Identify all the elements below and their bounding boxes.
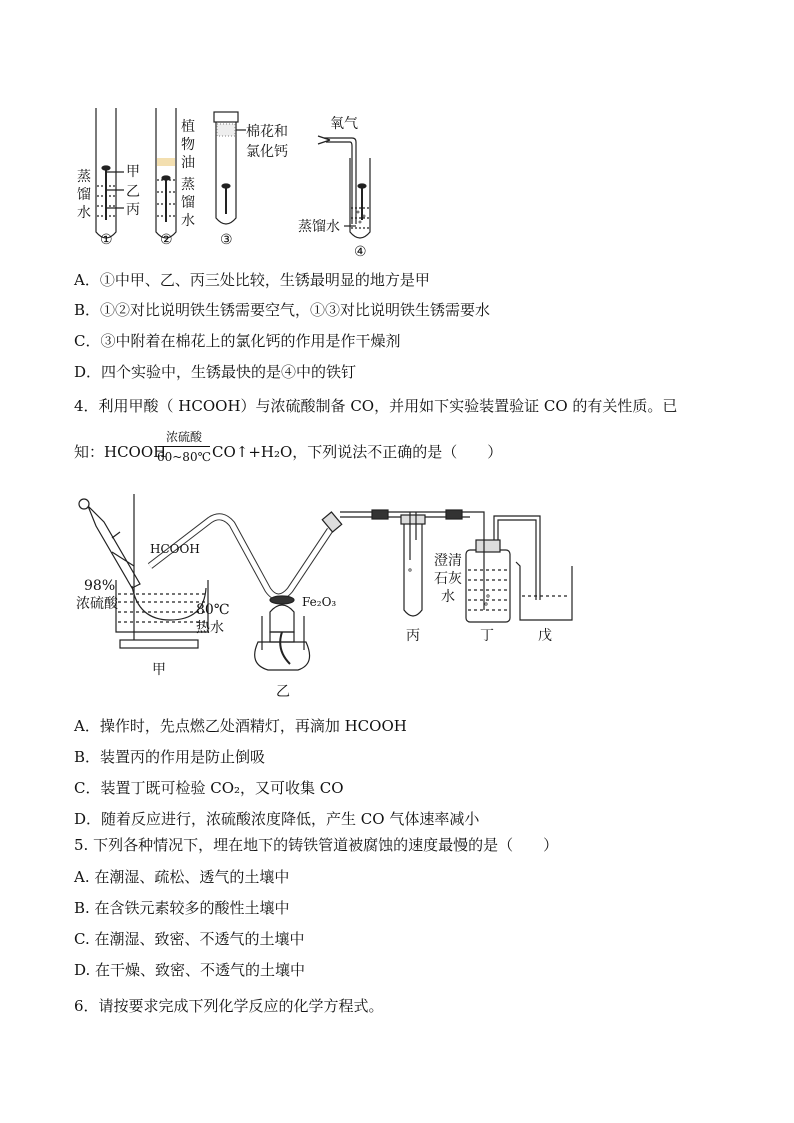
label-temperature: 80℃ xyxy=(196,602,230,618)
label-jia: 甲 xyxy=(126,164,140,180)
label-apparatus-bing: 丙 xyxy=(406,628,420,644)
label-vegetable-oil: 植物油 xyxy=(181,119,195,171)
label-fe2o3: Fe₂O₃ xyxy=(302,595,337,609)
q5-option-b: B. 在含铁元素较多的酸性土壤中 xyxy=(74,899,290,917)
q3-option-c: C．③中附着在棉花上的氯化钙的作用是作干燥剂 xyxy=(74,332,401,350)
q5-option-a: A. 在潮湿、疏松、透气的土壤中 xyxy=(74,868,290,886)
q4-option-a: A．操作时，先点燃乙处酒精灯，再滴加 HCOOH xyxy=(74,717,407,735)
label-hcooh: HCOOH xyxy=(150,542,200,556)
label-distilled-water-2: 蒸馏水 xyxy=(181,177,195,229)
label-limewater: 澄清石灰水 xyxy=(434,553,462,605)
q3-option-d: D．四个实验中，生锈最快的是④中的铁钉 xyxy=(74,363,357,381)
label-oxygen: 氧气 xyxy=(330,116,358,132)
q5-option-c: C. 在潮湿、致密、不透气的土壤中 xyxy=(74,930,305,948)
tube-number-2: ② xyxy=(160,232,173,248)
tube-number-3: ③ xyxy=(220,232,233,248)
q3-option-a: A．①中甲、乙、丙三处比较，生锈最明显的地方是甲 xyxy=(74,271,430,289)
tube-number-4: ④ xyxy=(354,244,367,260)
q3-option-b: B．①②对比说明铁生锈需要空气，①③对比说明铁生锈需要水 xyxy=(74,301,491,319)
q4-stem-line1: 4．利用甲酸（ HCOOH）与浓硫酸制备 CO，并用如下实验装置验证 CO 的有关性质。已 xyxy=(74,397,678,415)
tube-number-1: ① xyxy=(100,232,113,248)
q4-option-d: D．随着反应进行，浓硫酸浓度降低，产生 CO 气体速率减小 xyxy=(74,810,480,828)
q4-condition-top: 浓硫酸 xyxy=(165,430,202,444)
label-apparatus-wu: 戊 xyxy=(538,628,552,644)
label-apparatus-yi: 乙 xyxy=(276,684,290,700)
label-cotton-1: 棉花和 xyxy=(246,124,288,140)
label-conc-sulfuric-acid: 浓硫酸 xyxy=(76,596,118,612)
label-distilled-water-4: 蒸馏水 xyxy=(298,219,340,235)
q4-stem-suffix: CO↑+H₂O，下列说法不正确的是（ ） xyxy=(212,443,503,461)
label-apparatus-ding: 丁 xyxy=(480,628,494,644)
label-distilled-water-1: 蒸馏水 xyxy=(77,169,91,221)
label-bing: 丙 xyxy=(126,202,140,218)
label-acid-percent: 98% xyxy=(84,578,116,594)
q6-stem: 6．请按要求完成下列化学反应的化学方程式。 xyxy=(74,997,384,1015)
label-apparatus-jia: 甲 xyxy=(152,662,166,678)
label-hot-water: 热水 xyxy=(196,620,224,636)
label-yi: 乙 xyxy=(126,184,140,200)
stand-base xyxy=(120,640,198,648)
q4-stem-prefix: 知：HCOOH xyxy=(74,443,167,461)
label-cotton-2: 氯化钙 xyxy=(246,144,288,160)
q5-stem: 5. 下列各种情况下，埋在地下的铸铁管道被腐蚀的速度最慢的是（ ） xyxy=(74,836,559,854)
q4-option-b: B．装置丙的作用是防止倒吸 xyxy=(74,748,266,766)
q4-condition-bottom: 60~80℃ xyxy=(156,450,212,464)
q5-option-d: D. 在干燥、致密、不透气的土壤中 xyxy=(74,961,306,979)
q4-option-c: C．装置丁既可检验 CO₂，又可收集 CO xyxy=(74,779,344,797)
